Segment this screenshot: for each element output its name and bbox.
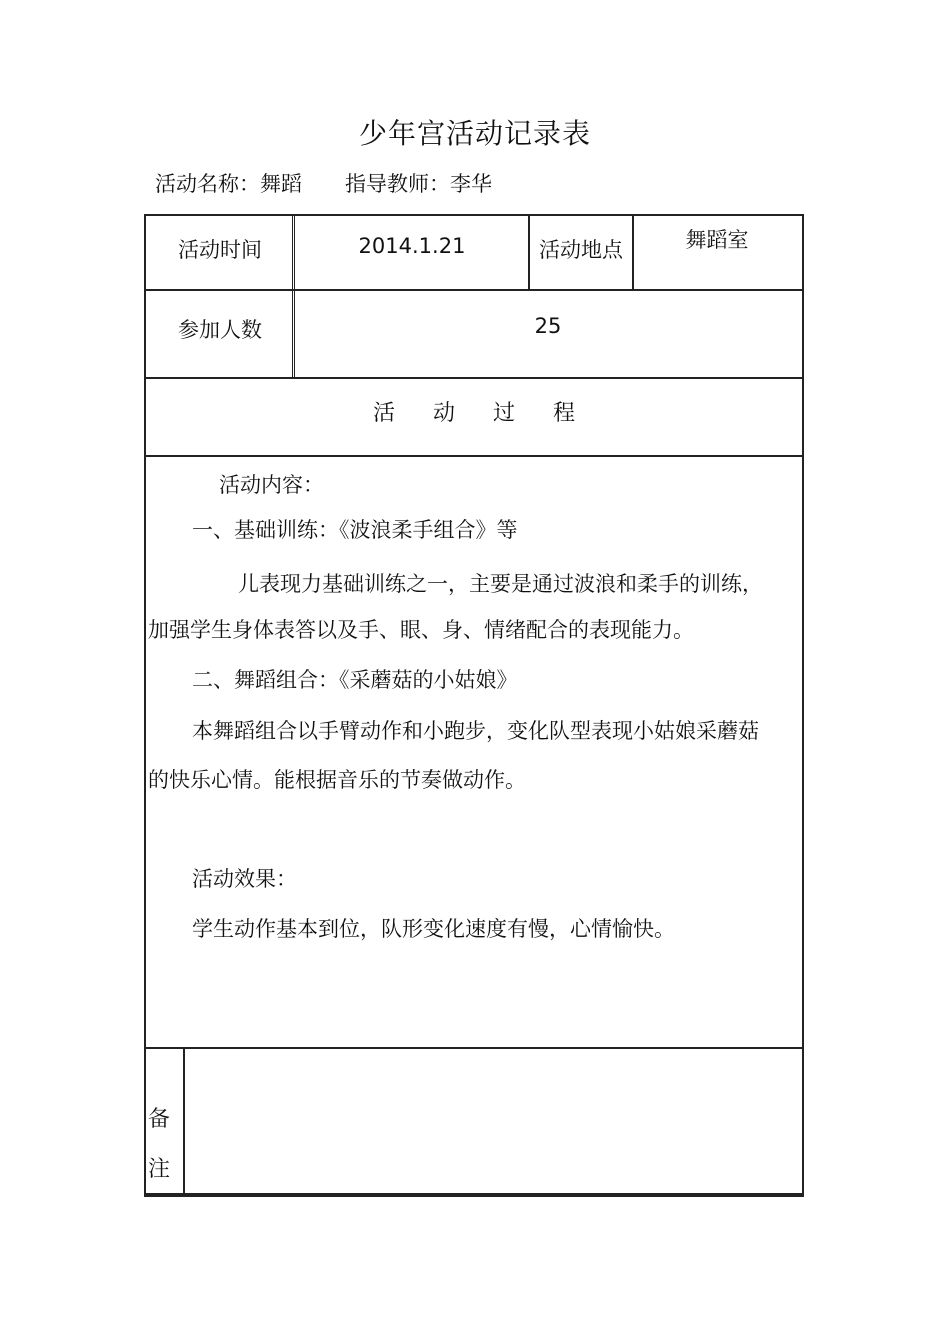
column-divider bbox=[183, 1047, 185, 1195]
remarks-label-char: 注 bbox=[148, 1157, 171, 1182]
place-label: 活动地点 bbox=[539, 238, 623, 262]
item1-title: 一、基础训练：《波浪柔手组合》等 bbox=[192, 518, 518, 542]
time-value: 2014.1.21 bbox=[358, 234, 466, 258]
process-label: 活动过程 bbox=[372, 401, 613, 426]
row-divider bbox=[146, 1047, 802, 1049]
count-label: 参加人数 bbox=[178, 318, 262, 342]
item2-line2: 的快乐心情。能根据音乐的节奏做动作。 bbox=[148, 768, 526, 792]
item2-line1: 本舞蹈组合以手臂动作和小跑步，变化队型表现小姑娘采蘑菇 bbox=[192, 719, 759, 743]
item1-line1: 儿表现力基础训练之一，主要是通过波浪和柔手的训练， bbox=[238, 572, 763, 596]
count-value: 25 bbox=[534, 314, 562, 338]
remarks-label-char: 备 bbox=[148, 1107, 171, 1132]
page-title: 少年宫活动记录表 bbox=[358, 117, 591, 150]
time-label: 活动时间 bbox=[178, 238, 262, 262]
place-value: 舞蹈室 bbox=[685, 228, 749, 252]
record-table bbox=[144, 214, 804, 1197]
row-divider bbox=[146, 377, 802, 379]
item2-title: 二、舞蹈组合：《采蘑菇的小姑娘》 bbox=[192, 668, 518, 692]
content-heading: 活动内容： bbox=[219, 473, 324, 497]
row-divider bbox=[146, 1193, 802, 1195]
item1-line2: 加强学生身体表答以及手、眼、身、情绪配合的表现能力。 bbox=[148, 618, 694, 642]
effect-text: 学生动作基本到位，队形变化速度有慢，心情愉快。 bbox=[192, 917, 675, 941]
activity-name: 活动名称：舞蹈 bbox=[155, 172, 302, 196]
effect-heading: 活动效果： bbox=[192, 867, 297, 891]
row-divider bbox=[146, 455, 802, 457]
teacher-name: 指导教师：李华 bbox=[345, 172, 492, 196]
row-divider bbox=[146, 289, 802, 291]
